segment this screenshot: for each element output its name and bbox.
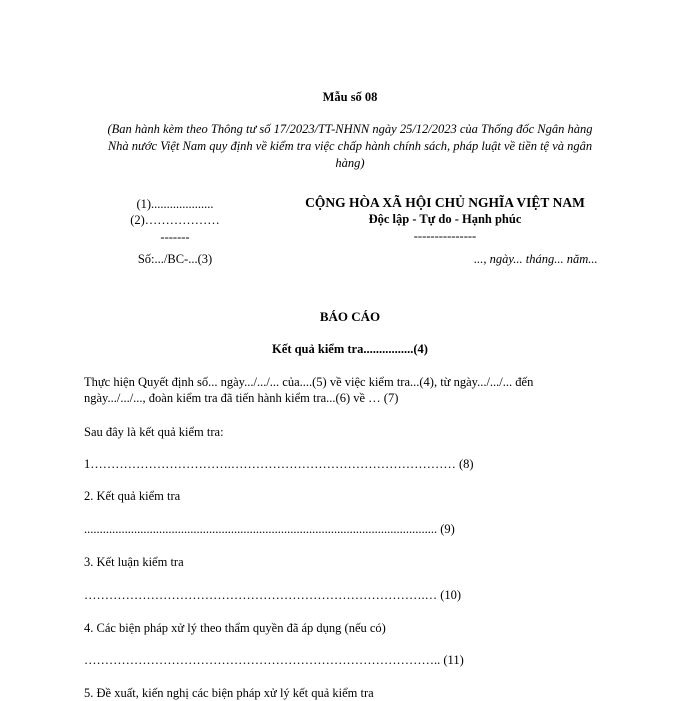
intro-line-1: Thực hiện Quyết định số... ngày.../.../... của....(5) về việc kiểm tra...(4), từ ngày.../.../... đến [84, 375, 534, 389]
national-motto: Độc lập - Tự do - Hạnh phúc [368, 212, 522, 226]
intro-line-2: ngày.../.../..., đoàn kiểm tra đã tiến hành kiểm tra...(6) về … (7) [84, 391, 399, 405]
item-4-line: ………………………………………………………………………….. (11) [84, 653, 464, 667]
item-4-heading: 4. Các biện pháp xử lý theo thẩm quyền đã áp dụng (nếu có) [84, 621, 386, 635]
form-number: Mẫu số 08 [322, 90, 378, 104]
item-3-heading: 3. Kết luận kiểm tra [84, 555, 184, 569]
motto-divider: --------------- [413, 229, 477, 243]
item-1-line: 1…………………………….……………………………………………… (8) [84, 457, 474, 471]
agency-line-1: (1).................... [136, 197, 214, 211]
agency-line-2: (2)……………… [130, 213, 220, 227]
place-date: ..., ngày... tháng... năm... [474, 252, 598, 266]
report-title: BÁO CÁO [319, 309, 381, 324]
item-3-line: ……………………………………………………………………….… (10) [84, 588, 462, 602]
item-2-line: ................................................................................................................. (9) [84, 522, 455, 536]
results-lead: Sau đây là kết quả kiểm tra: [84, 425, 224, 439]
report-subtitle: Kết quả kiểm tra................(4) [272, 342, 428, 356]
issuance-note-line-1: (Ban hành kèm theo Thông tư số 17/2023/TT-NHNN ngày 25/12/2023 của Thống đốc Ngân hàng [107, 122, 593, 136]
country-name: CỘNG HÒA XÃ HỘI CHỦ NGHĨA VIỆT NAM [305, 195, 585, 210]
agency-divider: ------- [160, 230, 190, 244]
issuance-note-line-3: hàng) [335, 156, 365, 170]
issuance-note-line-2: Nhà nước Việt Nam quy định về kiểm tra việc chấp hành chính sách, pháp luật về tiền tệ và ngân [107, 139, 593, 153]
item-2-heading: 2. Kết quả kiểm tra [84, 489, 181, 503]
document-number: Số:.../BC-...(3) [137, 252, 213, 266]
item-5-heading: 5. Đề xuất, kiến nghị các biện pháp xử lý kết quả kiểm tra [84, 686, 374, 700]
